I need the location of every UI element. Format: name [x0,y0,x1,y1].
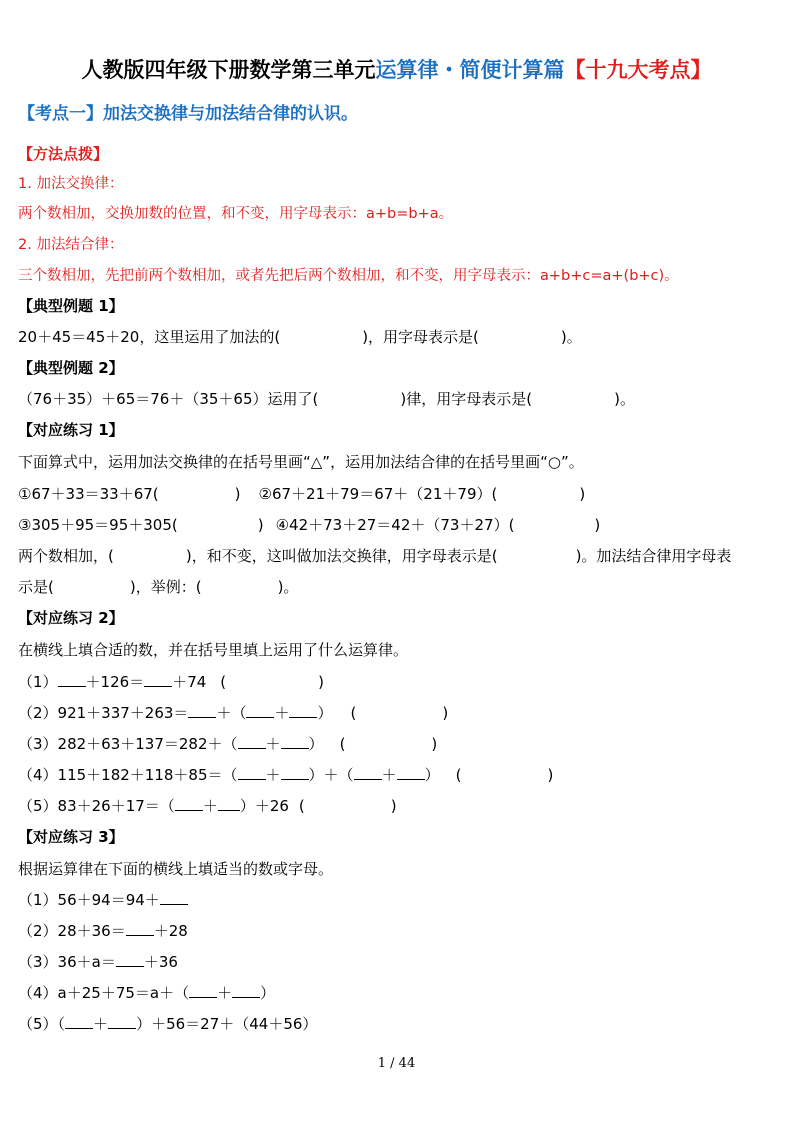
practice3-instruction: 根据运算律在下面的横线上填适当的数或字母。 [18,860,334,878]
practice2-q2: （2）921＋337＋263＝ ＋（ ＋ ） ( ) [18,704,449,722]
answer-blank[interactable] [65,1014,93,1029]
title-black: 人教版四年级下册数学第三单元 [81,58,376,82]
example2-question: （76＋35）＋65＝76＋（35＋65）运用了( )律，用字母表示是( )。 [18,390,635,408]
example2-heading: 【典型例题 2】 [18,359,124,377]
practice1-heading: 【对应练习 1】 [18,421,124,439]
answer-blank[interactable] [58,672,86,687]
answer-blank[interactable] [175,796,203,811]
answer-blank[interactable] [188,703,216,718]
practice3-q1: （1）56＋94＝94＋ [18,890,775,910]
answer-blank[interactable] [144,672,172,687]
practice1-sentence2: 示是( )，举例：( )。 [18,578,299,596]
example1-heading: 【典型例题 1】 [18,297,124,315]
example1-question: 20＋45＝45＋20，这里运用了加法的( )，用字母表示是( )。 [18,328,582,346]
practice1-row1: ①67＋33＝33＋67( ) ②67＋21＋79＝67＋（21＋79）( ) [18,485,586,503]
kaodian-1-heading: 【考点一】加法交换律与加法结合律的认识。 [18,104,358,124]
answer-blank[interactable] [354,765,382,780]
practice3-q5: （5）（ ＋ ）＋56＝27＋（44＋56） [18,1015,318,1033]
practice2-q4: （4）115＋182＋118＋85＝（ ＋ ）＋（ ＋ ） ( ) [18,766,554,784]
method-item2-title: 2. 加法结合律： [18,237,124,253]
method-item2-text: 三个数相加，先把前两个数相加，或者先把后两个数相加，和不变，用字母表示：a+b+c=a+(b+c)。 [18,268,679,284]
answer-blank[interactable] [281,734,309,749]
practice2-q5: （5）83＋26＋17＝（ ＋ ）＋26 ( ) [18,797,397,815]
practice2-q1: （1） ＋126＝ ＋74 ( ) [18,673,324,691]
page-title [0,56,793,84]
answer-blank[interactable] [397,765,425,780]
answer-blank[interactable] [218,796,240,811]
practice1-sentence1: 两个数相加，( )，和不变，这叫做加法交换律，用字母表示是( )。加法结合律用字母表 [18,547,732,565]
answer-blank[interactable] [189,983,217,998]
answer-blank[interactable] [289,703,317,718]
answer-blank[interactable] [160,890,188,905]
practice1-instruction: 下面算式中，运用加法交换律的在括号里画“△”，运用加法结合律的在括号里画“○”。 [18,453,584,471]
answer-blank[interactable] [116,952,144,967]
practice2-instruction: 在横线上填合适的数，并在括号里填上运用了什么运算律。 [18,641,409,659]
answer-blank[interactable] [246,703,274,718]
answer-blank[interactable] [126,921,154,936]
practice3-q2: （2）28＋36＝ ＋28 [18,922,188,940]
answer-blank[interactable] [238,734,266,749]
answer-blank[interactable] [238,765,266,780]
practice3-q4: （4）a＋25＋75＝a＋（ ＋ ） [18,984,276,1002]
practice1-row2: ③305＋95＝95＋305( ) ④42＋73＋27＝42＋（73＋27）( ) [18,516,601,534]
answer-blank[interactable] [108,1014,136,1029]
answer-blank[interactable] [281,765,309,780]
practice2-heading: 【对应练习 2】 [18,609,124,627]
practice3-heading: 【对应练习 3】 [18,828,124,846]
answer-blank[interactable] [232,983,260,998]
page-number: 1 / 44 [377,1056,416,1071]
method-item1-title: 1. 加法交换律： [18,176,124,192]
title-red: 【十九大考点】 [564,58,712,82]
title-blue: 运算律・简便计算篇 [375,58,565,82]
method-item1-text: 两个数相加，交换加数的位置，和不变，用字母表示：a+b=b+a。 [18,206,454,222]
practice3-q3: （3）36＋a＝ ＋36 [18,953,178,971]
method-heading: 【方法点拨】 [18,145,109,163]
practice2-q3: （3）282＋63＋137＝282＋（ ＋ ） ( ) [18,735,438,753]
